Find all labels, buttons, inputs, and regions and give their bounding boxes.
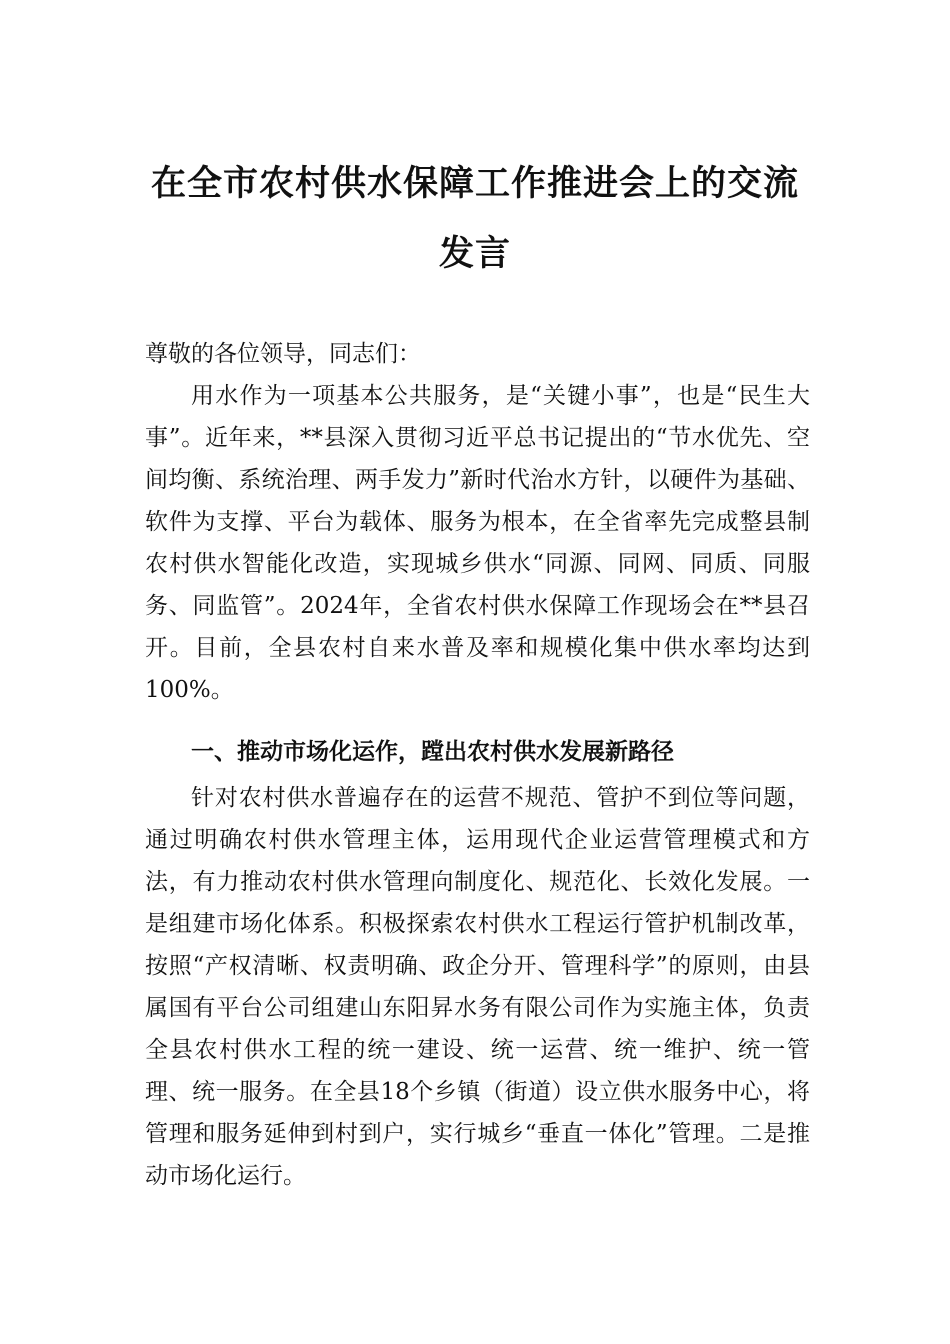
paragraph-intro: 用水作为一项基本公共服务，是“关键小事”，也是“民生大事”。近年来，**县深入贯彻习近平总书记提出的“节水优先、空间均衡、系统治理、两手发力”新时代治水方针，以硬件为基础、软件为支撑、平台为载体、服务为根本，在全省率先完成整县制农村供水智能化改造，实现城乡供水“同源、同网、同质、同服务、同监管”。2024年，全省农村供水保障工作现场会在**县召开。目前，全县农村自来水普及率和规模化集中供水率均达到100%。 — [145, 383, 810, 703]
paragraph-section-1: 针对农村供水普遍存在的运营不规范、管护不到位等问题，通过明确农村供水管理主体，运用现代企业运营管理模式和方法，有力推动农村供水管理向制度化、规范化、长效化发展。一是组建市场化体系。积极探索农村供水工程运行管护机制改革，按照“产权清晰、权责明确、政企分开、管理科学”的原则，由县属国有平台公司组建山东阳昇水务有限公司作为实施主体，负责全县农村供水工程的统一建设、统一运营、统一维护、统一管理、统一服务。在全县18个乡镇（街道）设立供水服务中心，将管理和服务延伸到村到户，实行城乡“垂直一体化”管理。二是推动市场化运行。 — [145, 785, 810, 1189]
document-title-line-2: 发言 — [438, 233, 511, 274]
salutation: 尊敬的各位领导，同志们： — [145, 341, 421, 367]
section-heading-1: 一、推动市场化运作，蹚出农村供水发展新路径 — [191, 739, 674, 765]
document-title-line-1: 在全市农村供水保障工作推进会上的交流 — [150, 163, 799, 204]
